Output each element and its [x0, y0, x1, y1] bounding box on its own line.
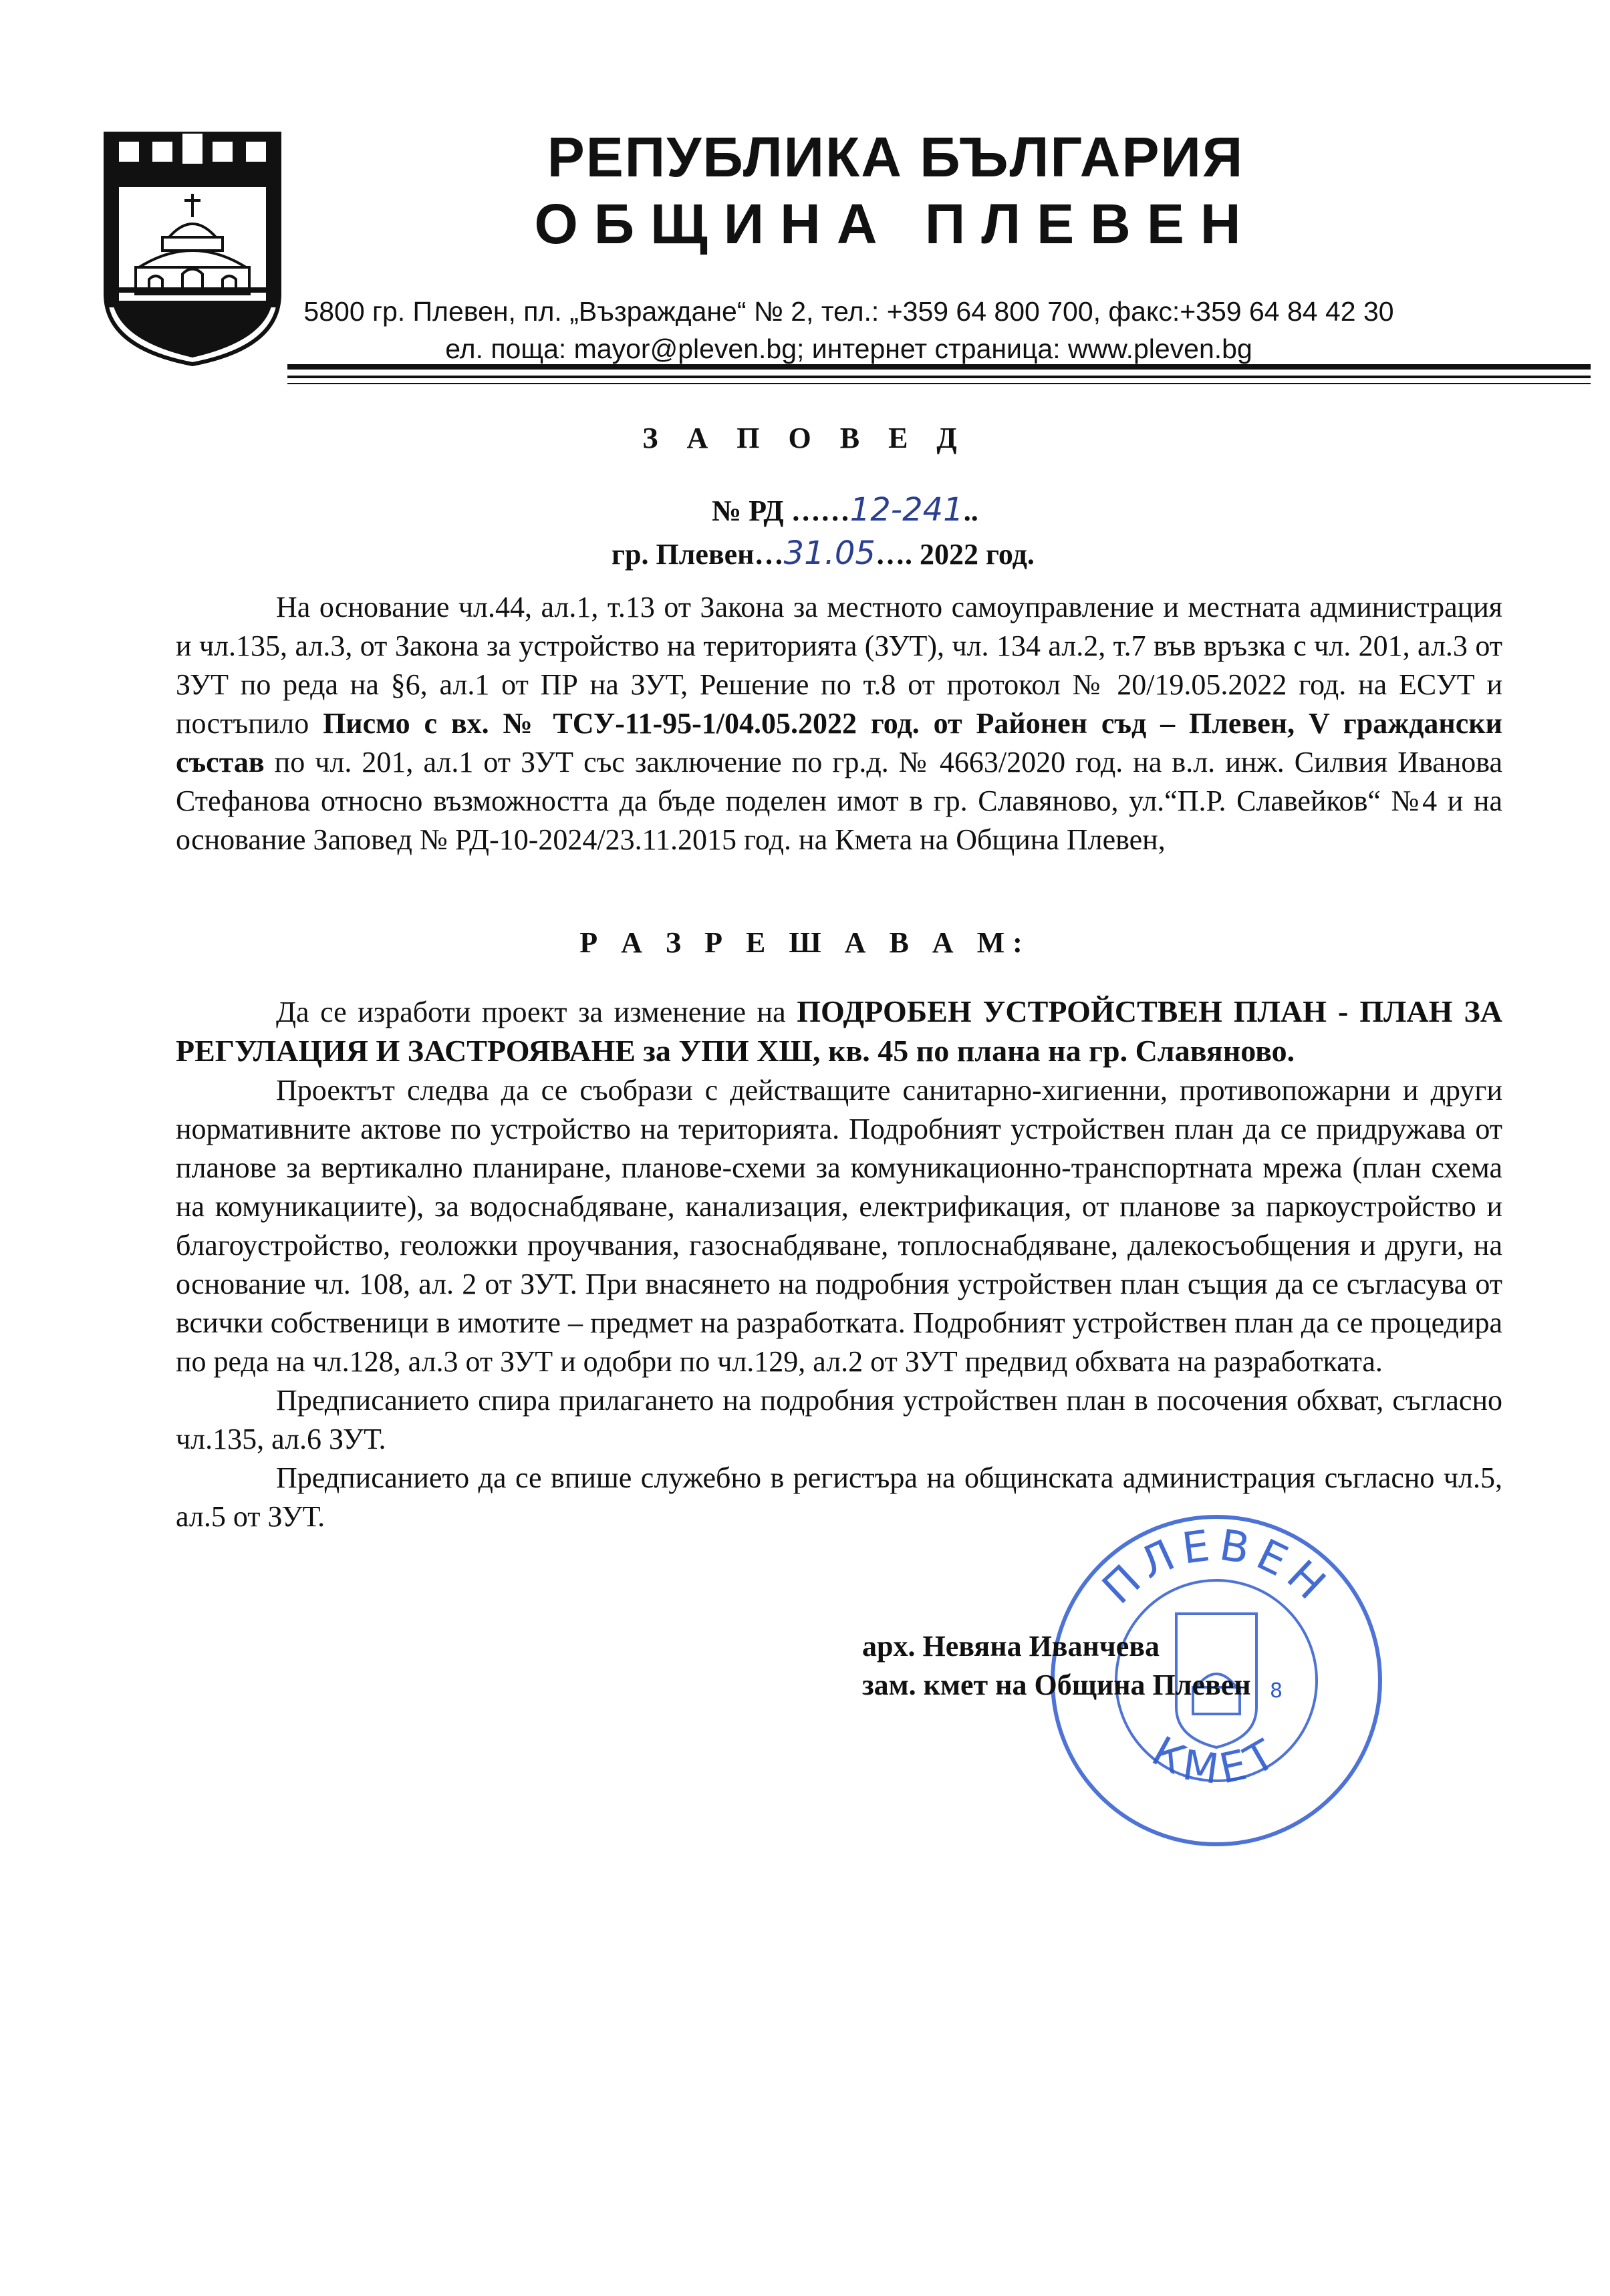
order-number-handwritten: 12-241: [849, 491, 964, 529]
order-paragraph: Предписанието да се впише служебно в регистъра на общинската администрация съгласно чл.5, ал.5 от ЗУТ.: [176, 1461, 1502, 1533]
signatory-position: зам. кмет на Община Плевен: [862, 1669, 1251, 1701]
order-place-date: гр. Плевен…31.05…. 2022 год.: [612, 535, 1035, 572]
legal-basis-text-cont: по чл. 201, ал.1 от ЗУТ със заключение по гр.д. № 4663/2020 год. на в.л. инж. Силвия Иванова Стефанова относно възможността да бъде поделен имот в гр. Славяново, ул.“П.Р. Славейков“ №4 и на основание Заповед № РД-10-2024/23.11.2015 год. на Кмета на Община Плевен,: [176, 746, 1502, 856]
stamp-number: 8: [1270, 1679, 1283, 1703]
legal-basis-text: На основание чл.44, ал.1, т.13 от Закона за местното самоуправление и местната администрация и чл.135, ал.3, от Закона за устройство на територията (ЗУТ), чл. 134 ал.2, т.7 във връзка с чл. 201, ал.3 от ЗУТ по реда на §6, ал.1 от ПР на ЗУТ, Решение по т.8 от протокол № 20/19.05.2022 год. на ЕСУТ и постъпило: [176, 591, 1502, 740]
order-paragraph: Предписанието спира прилагането на подробния устройствен план в посочения обхват, съгласно чл.135, ал.6 ЗУТ.: [176, 1384, 1502, 1455]
order-text: Да се изработи проект за изменение на: [276, 996, 797, 1028]
svg-text:КМЕТ: [1144, 1727, 1289, 1794]
date-handwritten: 31.05: [783, 535, 876, 572]
order-body: [176, 992, 1502, 1536]
stamp-text-bottom: КМЕТ: [1144, 1726, 1289, 1795]
order-paragraph: Проектът следва да се съобрази с действащите санитарно-хигиенни, противопожарни и други нормативните актове по устройство на територията. Подробният устройствен план да се придружава от планове за вертикално планиране, планове-схеми за комуникационно-транспортната мрежа (план схема на комуникациите), за водоснабдяване, канализация, електрификация, от планове за паркоустройство и благоустройство, геоложки проучвания, газоснабдяване, топлоснабдяване, далекосъобщения и други, на основание чл. 108, ал. 2 от ЗУТ. При внасянето на подробния устройствен план същия да се съгласува от всички собственици в имотите – предмет на разработката. Подробният устройствен план да се процедира по реда на чл.128, ал.3 от ЗУТ и одобри по чл.129, ал.2 от ЗУТ предвид обхвата на разработката.: [176, 1074, 1502, 1378]
contact-line: ел. поща: mayor@pleven.bg; интернет страница: www.pleven.bg: [445, 333, 1252, 364]
municipality-name: ОБЩИНА ПЛЕВЕН: [534, 192, 1257, 255]
signatory-name: арх. Невяна Иванчева: [862, 1630, 1160, 1663]
header-divider: [287, 383, 1591, 384]
address-line: 5800 гр. Плевен, пл. „Възраждане“ № 2, тел.: +359 64 800 700, факс:+359 64 84 42 30: [303, 296, 1394, 327]
decision-heading: Р А З Р Е Ш А В А М:: [579, 926, 1031, 959]
year-label: 2022 год.: [919, 538, 1035, 571]
order-number-prefix: № РД: [712, 494, 784, 527]
court-letter-reference: Писмо с вх. № ТСУ-11-95-1/04.05.2022 год. от Районен съд – Плевен, V граждански състав: [176, 707, 1502, 778]
header-divider: [287, 376, 1591, 378]
plan-title: ПОДРОБЕН УСТРОЙСТВЕН ПЛАН - ПЛАН ЗА РЕГУЛАЦИЯ И ЗАСТРОЯВАНЕ за УПИ ХШ, кв. 45 по плана на гр. Славяново.: [176, 994, 1502, 1068]
city-label: гр. Плевен: [612, 538, 755, 571]
letterhead-title: [495, 124, 1297, 257]
document-title: З А П О В Е Д: [642, 422, 968, 454]
letterhead-contacts: [287, 293, 1410, 368]
legal-basis-paragraph: [176, 588, 1502, 859]
order-paragraph: [176, 992, 1502, 1071]
pleven-coat-of-arms-icon: [99, 127, 286, 368]
signature-block: [862, 1627, 1251, 1705]
header-divider: [287, 364, 1591, 370]
svg-text:ПЛЕВЕН: [1093, 1527, 1339, 1614]
country-name: РЕПУБЛИКА БЪЛГАРИЯ: [547, 126, 1244, 188]
stamp-text-top: ПЛЕВЕН: [1093, 1527, 1339, 1614]
order-number: № РД ……12-241..: [712, 491, 978, 529]
